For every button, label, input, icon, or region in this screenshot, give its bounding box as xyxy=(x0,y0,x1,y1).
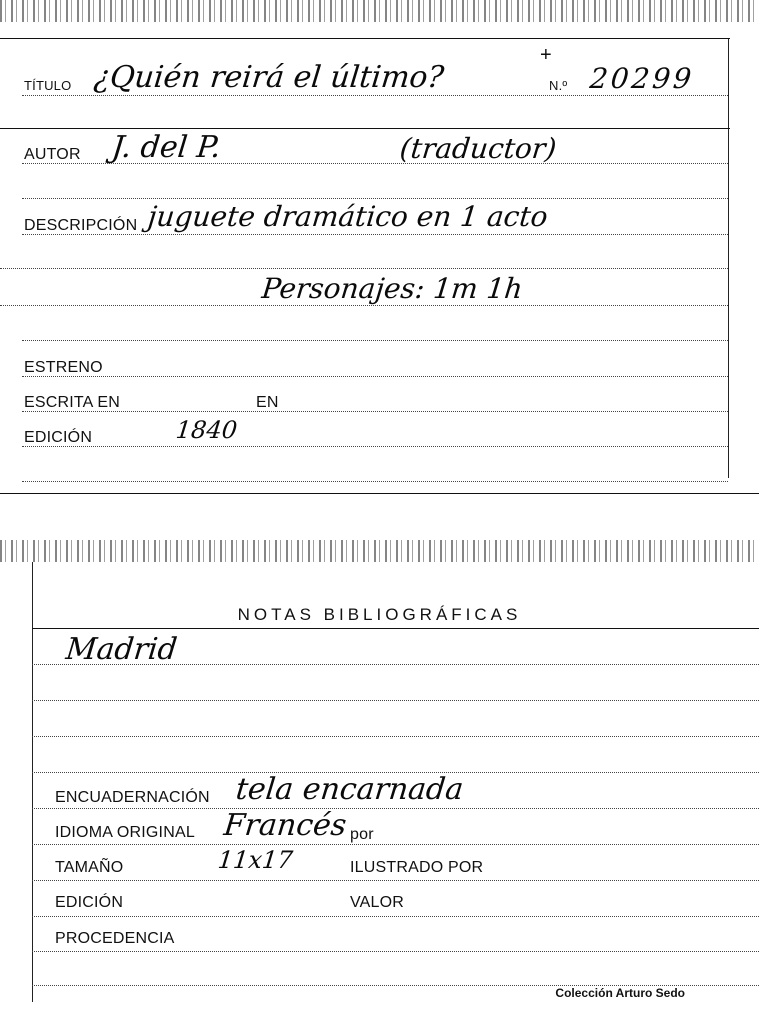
rule-line xyxy=(0,268,728,269)
right-border-line xyxy=(728,38,729,478)
idioma-label: IDIOMA ORIGINAL xyxy=(55,824,195,841)
edicion-value: 1840 xyxy=(174,416,239,444)
rule-line xyxy=(0,305,728,306)
valor-label: VALOR xyxy=(350,894,405,911)
rule-line xyxy=(32,736,759,737)
en-label: EN xyxy=(256,394,279,411)
notas-value: Madrid xyxy=(64,632,179,667)
rule-line xyxy=(22,446,728,447)
autor-value: J. del P. xyxy=(110,130,223,165)
edicion-back-label: EDICIÓN xyxy=(55,894,124,911)
encuadernacion-label: ENCUADERNACIÓN xyxy=(55,789,210,806)
rule-line xyxy=(22,481,728,482)
notas-heading: NOTAS BIBLIOGRÁFICAS xyxy=(237,605,522,624)
descripcion-value: juguete dramático en 1 acto xyxy=(146,200,550,233)
autor-label: AUTOR xyxy=(24,146,81,163)
rule-line xyxy=(32,808,759,809)
rule-line xyxy=(22,411,728,412)
estreno-label: ESTRENO xyxy=(24,359,103,376)
procedencia-label: PROCEDENCIA xyxy=(55,930,175,947)
rule-line xyxy=(32,628,759,629)
edicion-label: EDICIÓN xyxy=(24,429,93,446)
autor-note: (traductor) xyxy=(398,132,559,165)
numero-value: 20299 xyxy=(588,62,696,95)
titulo-label: TÍTULO xyxy=(24,78,72,93)
escrita-label: ESCRITA EN xyxy=(24,394,120,411)
tamano-value: 11x17 xyxy=(216,846,295,874)
por-label: por xyxy=(350,826,374,843)
rule-line xyxy=(0,128,730,129)
torn-top-edge xyxy=(0,540,759,562)
collection-footer: Colección Arturo Sedo xyxy=(555,986,685,1000)
rule-line xyxy=(32,916,759,917)
rule-line xyxy=(22,376,728,377)
tamano-label: TAMAÑO xyxy=(55,859,124,876)
ilustrado-label: ILUSTRADO POR xyxy=(350,859,484,876)
rule-line xyxy=(32,844,759,845)
idioma-value: Francés xyxy=(222,808,349,843)
personajes-value: Personajes: 1m 1h xyxy=(260,272,525,305)
rule-line xyxy=(0,38,730,39)
rule-line xyxy=(22,95,728,96)
encuadernacion-value: tela encarnada xyxy=(234,772,466,807)
torn-top-edge xyxy=(0,0,759,22)
rule-line xyxy=(22,198,728,199)
cross-mark: + xyxy=(540,44,552,66)
titulo-value: ¿Quién reirá el último? xyxy=(92,60,446,95)
rule-line xyxy=(22,340,728,341)
rule-line xyxy=(32,951,759,952)
rule-line xyxy=(32,700,759,701)
card-separator xyxy=(0,493,759,494)
numero-label: N.º xyxy=(549,78,568,93)
descripcion-label: DESCRIPCIÓN xyxy=(24,217,138,234)
rule-line xyxy=(32,880,759,881)
